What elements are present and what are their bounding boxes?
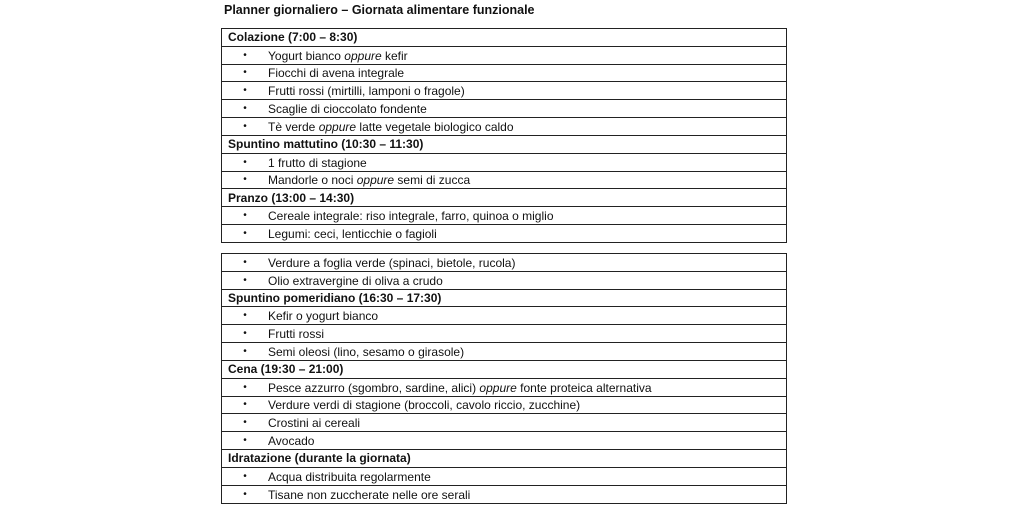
food-list-item (222, 343, 787, 361)
food-item-cell (222, 254, 787, 272)
food-item-text-part: Acqua distribuita regolarmente (268, 469, 431, 484)
bullet-icon: • (243, 417, 247, 429)
food-list-item (222, 254, 787, 272)
food-item-text-part: semi di zucca (394, 173, 471, 188)
food-item-cell (222, 225, 787, 243)
food-list-item (222, 485, 787, 503)
bullet-icon: • (243, 328, 247, 340)
bullet-icon: • (243, 210, 247, 222)
food-item-cell (222, 414, 787, 432)
food-item-text-part: Tè verde (268, 119, 319, 134)
food-list-item (222, 467, 787, 485)
food-item-text (268, 65, 404, 81)
food-item-text-part: Yogurt bianco (268, 48, 345, 63)
food-list-item (222, 46, 787, 64)
alternative-word: oppure (344, 48, 382, 63)
food-list-item (222, 432, 787, 450)
food-list-item (222, 64, 787, 82)
food-list-item (222, 325, 787, 343)
food-item-cell (222, 307, 787, 325)
food-item-cell (222, 467, 787, 485)
food-item-text (268, 380, 652, 396)
meal-section-header (222, 450, 787, 468)
meal-section-header (222, 360, 787, 378)
food-item-cell (222, 485, 787, 503)
food-list-item (222, 118, 787, 136)
bullet-icon: • (243, 85, 247, 97)
meal-section-title: Spuntino mattutino (10:30 – 11:30) (222, 135, 787, 153)
food-item-text (268, 172, 470, 188)
bullet-icon: • (243, 381, 247, 393)
food-item-text (268, 208, 554, 224)
meal-section-title: Colazione (7:00 – 8:30) (222, 29, 787, 47)
food-item-text-part: Verdure verdi di stagione (broccoli, cavolo riccio, zucchine) (268, 398, 581, 413)
food-item-text-part: Legumi: ceci, lenticchie o fagioli (268, 226, 437, 241)
food-item-cell (222, 378, 787, 396)
food-item-cell (222, 432, 787, 450)
food-item-text-part: Avocado (268, 434, 315, 449)
food-item-cell (222, 100, 787, 118)
food-item-text-part: Crostini ai cereali (268, 416, 361, 431)
food-item-text (268, 83, 465, 99)
food-item-text (268, 273, 443, 289)
food-item-text-part: Kefir o yogurt bianco (268, 309, 379, 324)
food-item-text (268, 101, 427, 117)
food-list-item (222, 207, 787, 225)
food-item-text (268, 487, 470, 503)
alternative-word: oppure (356, 173, 395, 188)
food-list-item (222, 414, 787, 432)
food-item-text (268, 397, 580, 413)
bullet-icon: • (243, 470, 247, 482)
bullet-icon: • (243, 67, 247, 79)
food-item-text-part: Fiocchi di avena integrale (268, 66, 405, 81)
meal-table-1-body (222, 29, 787, 243)
food-item-text (268, 344, 464, 360)
food-item-text (268, 469, 431, 485)
meal-table-1 (221, 28, 787, 243)
meal-section-title: Idratazione (durante la giornata) (222, 450, 787, 468)
food-item-cell (222, 82, 787, 100)
food-item-text-part: Mandorle o noci (268, 173, 357, 188)
bullet-icon: • (243, 274, 247, 286)
food-item-cell (222, 64, 787, 82)
food-item-text (268, 48, 408, 64)
food-item-cell (222, 153, 787, 171)
food-item-cell (222, 118, 787, 136)
food-item-text-part: Cereale integrale: riso integrale, farro, quinoa o miglio (268, 209, 554, 224)
food-item-cell (222, 46, 787, 64)
alternative-word: oppure (318, 119, 357, 134)
food-item-text-part: Scaglie di cioccolato fondente (268, 102, 427, 117)
meal-section-header (222, 289, 787, 307)
food-item-text-part: kefir (381, 48, 408, 63)
food-list-item (222, 153, 787, 171)
food-item-cell (222, 396, 787, 414)
meal-section-title: Spuntino pomeridiano (16:30 – 17:30) (222, 289, 787, 307)
food-list-item (222, 82, 787, 100)
meal-section-header (222, 189, 787, 207)
food-item-text-part: Tisane non zuccherate nelle ore serali (268, 487, 471, 502)
food-item-cell (222, 325, 787, 343)
food-item-cell (222, 343, 787, 361)
alternative-word: oppure (479, 380, 517, 395)
food-item-text (268, 119, 514, 135)
food-list-item (222, 100, 787, 118)
food-list-item (222, 225, 787, 243)
food-item-text (268, 415, 360, 431)
food-item-text-part: Semi oleosi (lino, sesamo o girasole) (268, 344, 465, 359)
food-list-item (222, 378, 787, 396)
bullet-icon: • (243, 227, 247, 239)
food-item-text-part: Pesce azzurro (sgombro, sardine, alici) (268, 380, 480, 395)
food-list-item (222, 307, 787, 325)
bullet-icon: • (243, 49, 247, 61)
food-item-text-part: 1 frutto di stagione (268, 155, 367, 170)
meal-table-2-body (222, 254, 787, 504)
bullet-icon: • (243, 256, 247, 268)
food-item-text (268, 326, 324, 342)
bullet-icon: • (243, 435, 247, 447)
food-item-text (268, 433, 314, 449)
food-item-text-part: Frutti rossi (mirtilli, lamponi o fragole) (268, 84, 465, 99)
food-list-item (222, 171, 787, 189)
food-item-text-part: Olio extravergine di oliva a crudo (268, 273, 443, 288)
food-item-text-part: latte vegetale biologico caldo (356, 119, 514, 134)
meal-table-2 (221, 253, 787, 504)
food-item-cell (222, 171, 787, 189)
meal-section-header (222, 135, 787, 153)
food-item-text (268, 226, 437, 242)
document-title: Planner giornaliero – Giornata alimentare funzionale (224, 3, 535, 17)
bullet-icon: • (243, 120, 247, 132)
food-item-text-part: Frutti rossi (268, 327, 325, 342)
bullet-icon: • (243, 103, 247, 115)
bullet-icon: • (243, 488, 247, 500)
bullet-icon: • (243, 399, 247, 411)
food-item-text-part: Verdure a foglia verde (spinaci, bietole, rucola) (268, 255, 516, 270)
food-list-item (222, 271, 787, 289)
bullet-icon: • (243, 174, 247, 186)
food-item-text (268, 155, 367, 171)
food-list-item (222, 396, 787, 414)
food-item-text (268, 308, 378, 324)
meal-section-title: Cena (19:30 – 21:00) (222, 360, 787, 378)
food-item-text-part: fonte proteica alternativa (516, 380, 652, 395)
bullet-icon: • (243, 156, 247, 168)
meal-section-header (222, 29, 787, 47)
food-item-text (268, 255, 515, 271)
meal-section-title: Pranzo (13:00 – 14:30) (222, 189, 787, 207)
bullet-icon: • (243, 310, 247, 322)
food-item-cell (222, 271, 787, 289)
food-item-cell (222, 207, 787, 225)
bullet-icon: • (243, 345, 247, 357)
